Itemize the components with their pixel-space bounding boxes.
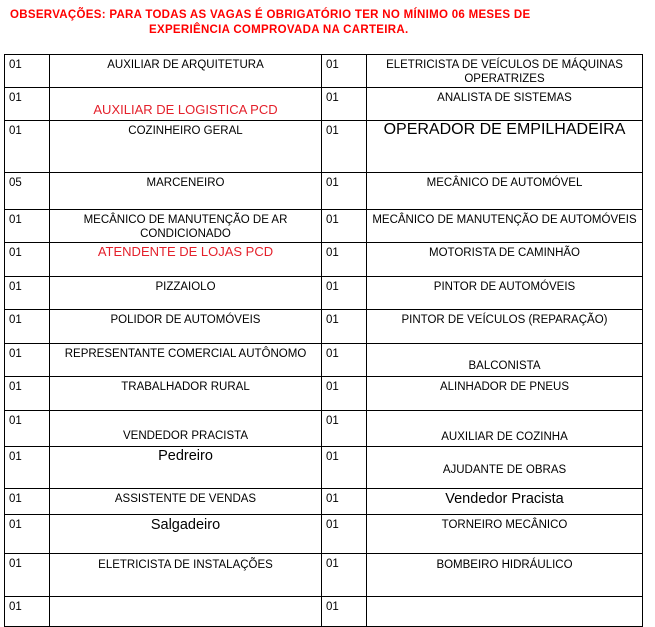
table-row bbox=[5, 447, 643, 489]
left-quantity: 01 bbox=[9, 125, 22, 137]
table-row bbox=[5, 210, 643, 243]
right-job-title: ELETRICISTA DE VEÍCULOS DE MÁQUINAS OPERATRIZES bbox=[386, 59, 623, 85]
left-quantity: 01 bbox=[9, 381, 22, 393]
right-job-title: PINTOR DE AUTOMÓVEIS bbox=[433, 281, 576, 293]
notice-line-2: EXPERIÊNCIA COMPROVADA NA CARTEIRA. bbox=[149, 24, 409, 36]
right-quantity: 01 bbox=[326, 451, 339, 463]
right-job-title: OPERADOR DE EMPILHADEIRA bbox=[383, 121, 626, 138]
right-job-title: MECÂNICO DE MANUTENÇÃO DE AUTOMÓVEIS bbox=[372, 214, 637, 226]
left-quantity: 01 bbox=[9, 348, 22, 360]
table-row bbox=[5, 377, 643, 411]
left-job-title: REPRESENTANTE COMERCIAL AUTÔNOMO bbox=[64, 348, 307, 360]
left-job-title: Salgadeiro bbox=[150, 517, 221, 533]
left-job-title: Pedreiro bbox=[158, 448, 213, 464]
left-quantity: 01 bbox=[9, 214, 22, 226]
left-job-title: ELETRICISTA DE INSTALAÇÕES bbox=[98, 559, 273, 571]
left-quantity: 01 bbox=[9, 314, 22, 326]
right-quantity: 01 bbox=[326, 381, 339, 393]
right-quantity: 01 bbox=[326, 415, 339, 427]
table-row bbox=[5, 489, 643, 515]
left-job-title: ATENDENTE DE LOJAS PCD bbox=[97, 244, 274, 259]
right-quantity: 01 bbox=[326, 493, 339, 505]
left-quantity: 01 bbox=[9, 92, 22, 104]
table-row bbox=[5, 277, 643, 310]
table-row bbox=[5, 554, 643, 597]
right-quantity: 01 bbox=[326, 59, 339, 71]
left-quantity: 01 bbox=[9, 59, 22, 71]
left-job-title: AUXILIAR DE ARQUITETURA bbox=[107, 59, 264, 71]
table-row bbox=[5, 411, 643, 447]
left-job-title: VENDEDOR PRACISTA bbox=[122, 430, 249, 442]
left-quantity: 01 bbox=[9, 451, 22, 463]
job-vacancies-table bbox=[4, 54, 643, 627]
left-quantity: 01 bbox=[9, 247, 22, 259]
left-job-title: COZINHEIRO GERAL bbox=[128, 125, 243, 137]
left-quantity: 01 bbox=[9, 415, 22, 427]
left-quantity: 01 bbox=[9, 281, 22, 293]
right-job-title: ALINHADOR DE PNEUS bbox=[439, 381, 570, 393]
right-quantity: 01 bbox=[326, 247, 339, 259]
left-quantity: 01 bbox=[9, 519, 22, 531]
right-job-title: MOTORISTA DE CAMINHÃO bbox=[428, 247, 580, 259]
right-job-title: BOMBEIRO HIDRÁULICO bbox=[436, 559, 573, 571]
observations-notice bbox=[10, 8, 610, 38]
left-job-title: TRABALHADOR RURAL bbox=[121, 381, 250, 393]
right-job-title: Vendedor Pracista bbox=[445, 491, 564, 507]
left-job-title: POLIDOR DE AUTOMÓVEIS bbox=[110, 314, 261, 326]
left-job-title: MARCENEIRO bbox=[146, 177, 225, 189]
left-quantity: 05 bbox=[9, 177, 22, 189]
left-quantity: 01 bbox=[9, 493, 22, 505]
left-job-title: AUXILIAR DE LOGISTICA PCD bbox=[93, 102, 278, 117]
table-row bbox=[5, 173, 643, 210]
right-job-title: PINTOR DE VEÍCULOS (REPARAÇÃO) bbox=[401, 314, 608, 326]
right-quantity: 01 bbox=[326, 177, 339, 189]
right-quantity: 01 bbox=[326, 125, 339, 137]
right-quantity: 01 bbox=[326, 214, 339, 226]
table-row bbox=[5, 243, 643, 277]
right-job-title: TORNEIRO MECÂNICO bbox=[441, 519, 568, 531]
right-quantity: 01 bbox=[326, 558, 339, 570]
right-job-title: BALCONISTA bbox=[468, 360, 541, 372]
right-quantity: 01 bbox=[326, 92, 339, 104]
table-row bbox=[5, 55, 643, 88]
table-row bbox=[5, 344, 643, 377]
table-row bbox=[5, 121, 643, 173]
right-quantity: 01 bbox=[326, 519, 339, 531]
table-row bbox=[5, 597, 643, 627]
right-quantity: 01 bbox=[326, 348, 339, 360]
right-quantity: 01 bbox=[326, 601, 339, 613]
right-job-title: ANALISTA DE SISTEMAS bbox=[437, 92, 572, 104]
notice-line-1: OBSERVAÇÕES: PARA TODAS AS VAGAS É OBRIGATÓRIO TER NO MÍNIMO 06 MESES DE bbox=[10, 9, 531, 21]
left-job-title: ASSISTENTE DE VENDAS bbox=[114, 493, 257, 505]
left-job-title: MECÂNICO DE MANUTENÇÃO DE AR CONDICIONADO bbox=[83, 214, 288, 240]
left-quantity: 01 bbox=[9, 601, 22, 613]
table-row bbox=[5, 88, 643, 121]
right-job-title: MECÂNICO DE AUTOMÓVEL bbox=[426, 177, 583, 189]
left-quantity: 01 bbox=[9, 558, 22, 570]
left-job-title: PIZZAIOLO bbox=[155, 281, 216, 293]
right-quantity: 01 bbox=[326, 281, 339, 293]
right-job-title: AJUDANTE DE OBRAS bbox=[442, 464, 567, 476]
right-job-title: AUXILIAR DE COZINHA bbox=[441, 431, 568, 443]
right-quantity: 01 bbox=[326, 314, 339, 326]
table-row bbox=[5, 515, 643, 554]
table-row bbox=[5, 310, 643, 344]
